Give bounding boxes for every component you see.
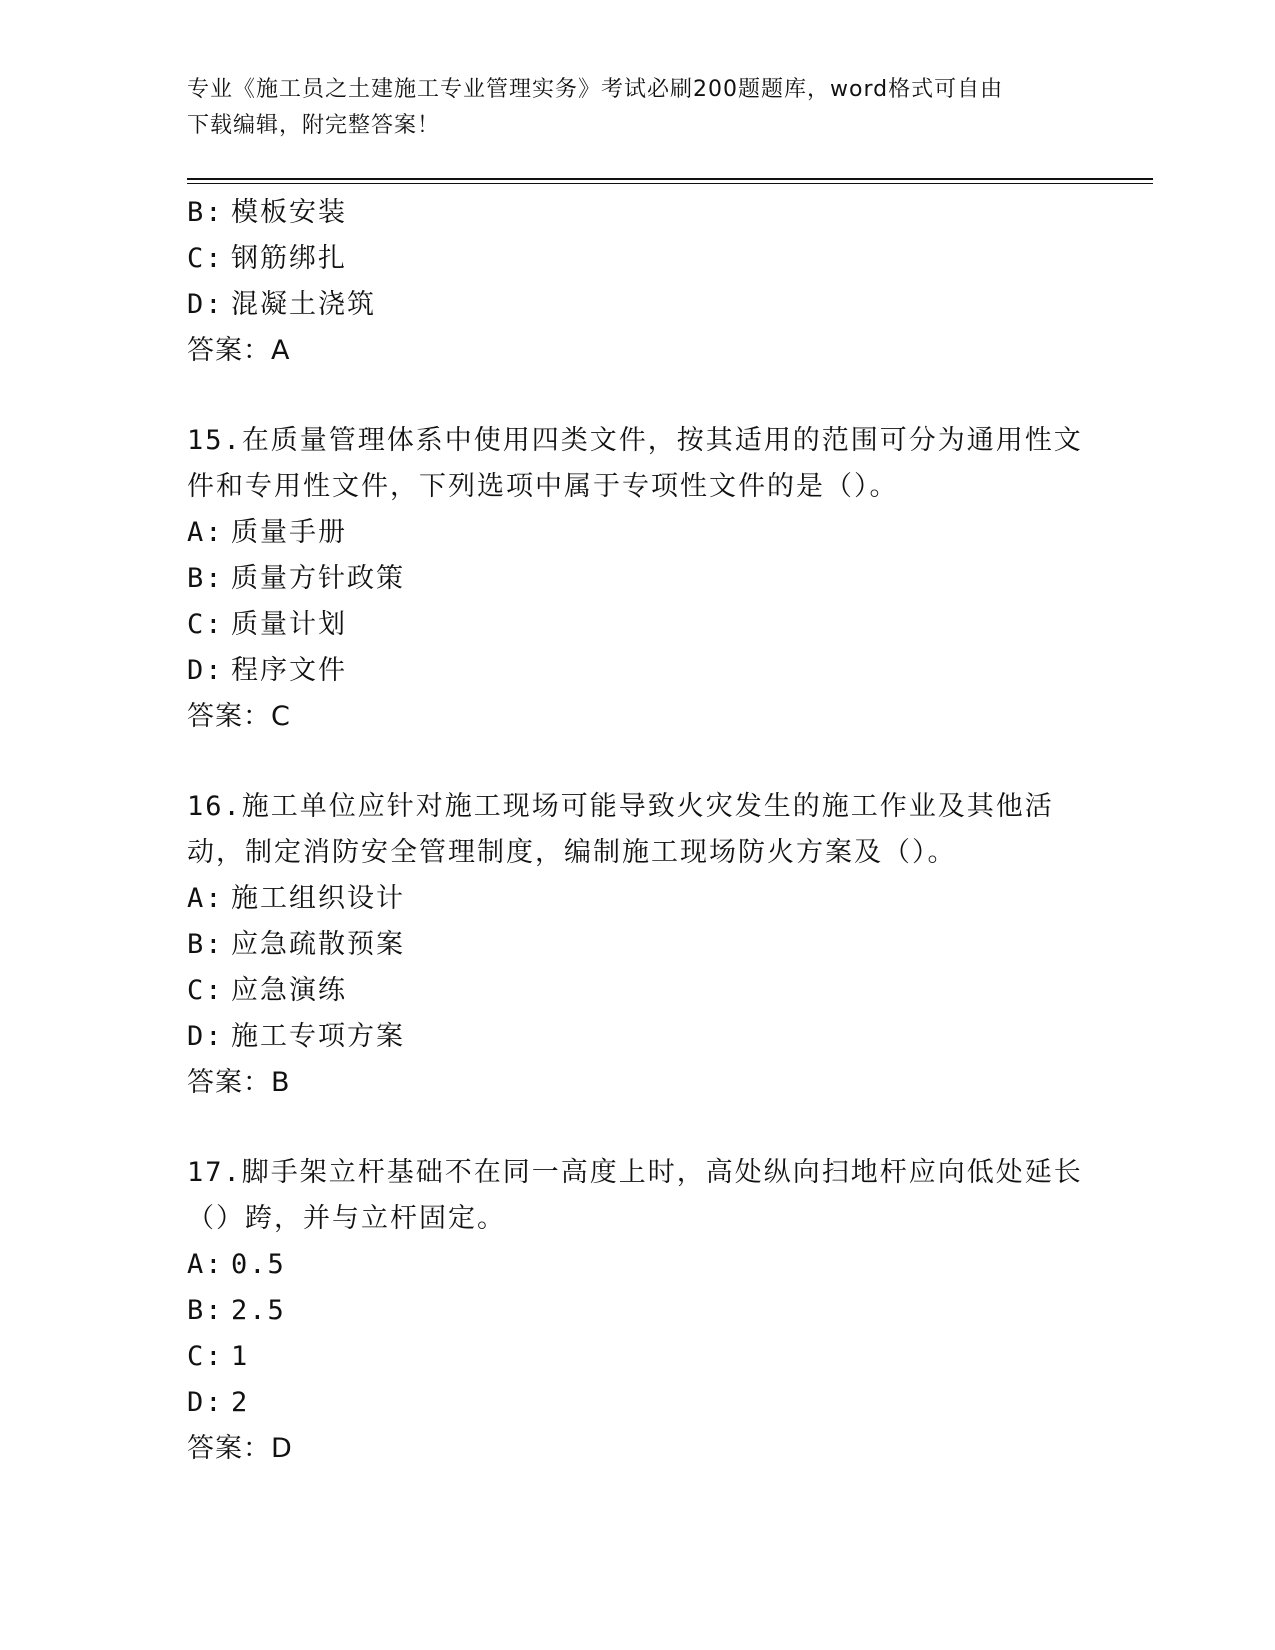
question-block-17 (187, 1150, 1087, 1472)
option-a: A: 质量手册 (187, 517, 347, 548)
option-d: D: 施工专项方案 (187, 1021, 405, 1052)
option-c: C: 1 (187, 1341, 250, 1372)
question-list (187, 190, 1087, 1472)
option-c: C: 质量计划 (187, 609, 347, 640)
answer-line: 答案：D (187, 1433, 293, 1464)
answer-line: 答案：B (187, 1067, 291, 1098)
header-rule-thick (187, 178, 1153, 180)
question-block-15 (187, 418, 1087, 740)
question-text: 17.脚手架立杆基础不在同一高度上时，高处纵向扫地杆应向低处延长（）跨，并与立杆固定。 (187, 1157, 1083, 1234)
option-b: B: 质量方针政策 (187, 563, 405, 594)
question-text: 16.施工单位应针对施工现场可能导致火灾发生的施工作业及其他活动，制定消防安全管理制度，编制施工现场防火方案及（）。 (187, 791, 1054, 868)
answer-line: 答案：A (187, 335, 291, 366)
option-d: D: 2 (187, 1387, 250, 1418)
option-d: D: 程序文件 (187, 655, 347, 686)
header-rule-thin (187, 183, 1153, 184)
question-text: 15.在质量管理体系中使用四类文件，按其适用的范围可分为通用性文件和专用性文件，下列选项中属于专项性文件的是（）。 (187, 425, 1083, 502)
option-b: B: 2.5 (187, 1295, 286, 1326)
header-line-2: 下载编辑，附完整答案！ (187, 113, 441, 138)
answer-line: 答案：C (187, 701, 291, 732)
option-c: C: 钢筋绑扎 (187, 243, 347, 274)
header-line-1: 专业《施工员之土建施工专业管理实务》考试必刷200题题库，word格式可自由 (187, 77, 1004, 102)
option-c: C: 应急演练 (187, 975, 347, 1006)
option-d: D: 混凝土浇筑 (187, 289, 376, 320)
document-header (187, 72, 1067, 144)
option-b: B: 应急疏散预案 (187, 929, 405, 960)
option-a: A: 施工组织设计 (187, 883, 405, 914)
option-a: A: 0.5 (187, 1249, 286, 1280)
question-block-14 (187, 190, 1087, 374)
option-b: B: 模板安装 (187, 197, 347, 228)
question-block-16 (187, 784, 1087, 1106)
